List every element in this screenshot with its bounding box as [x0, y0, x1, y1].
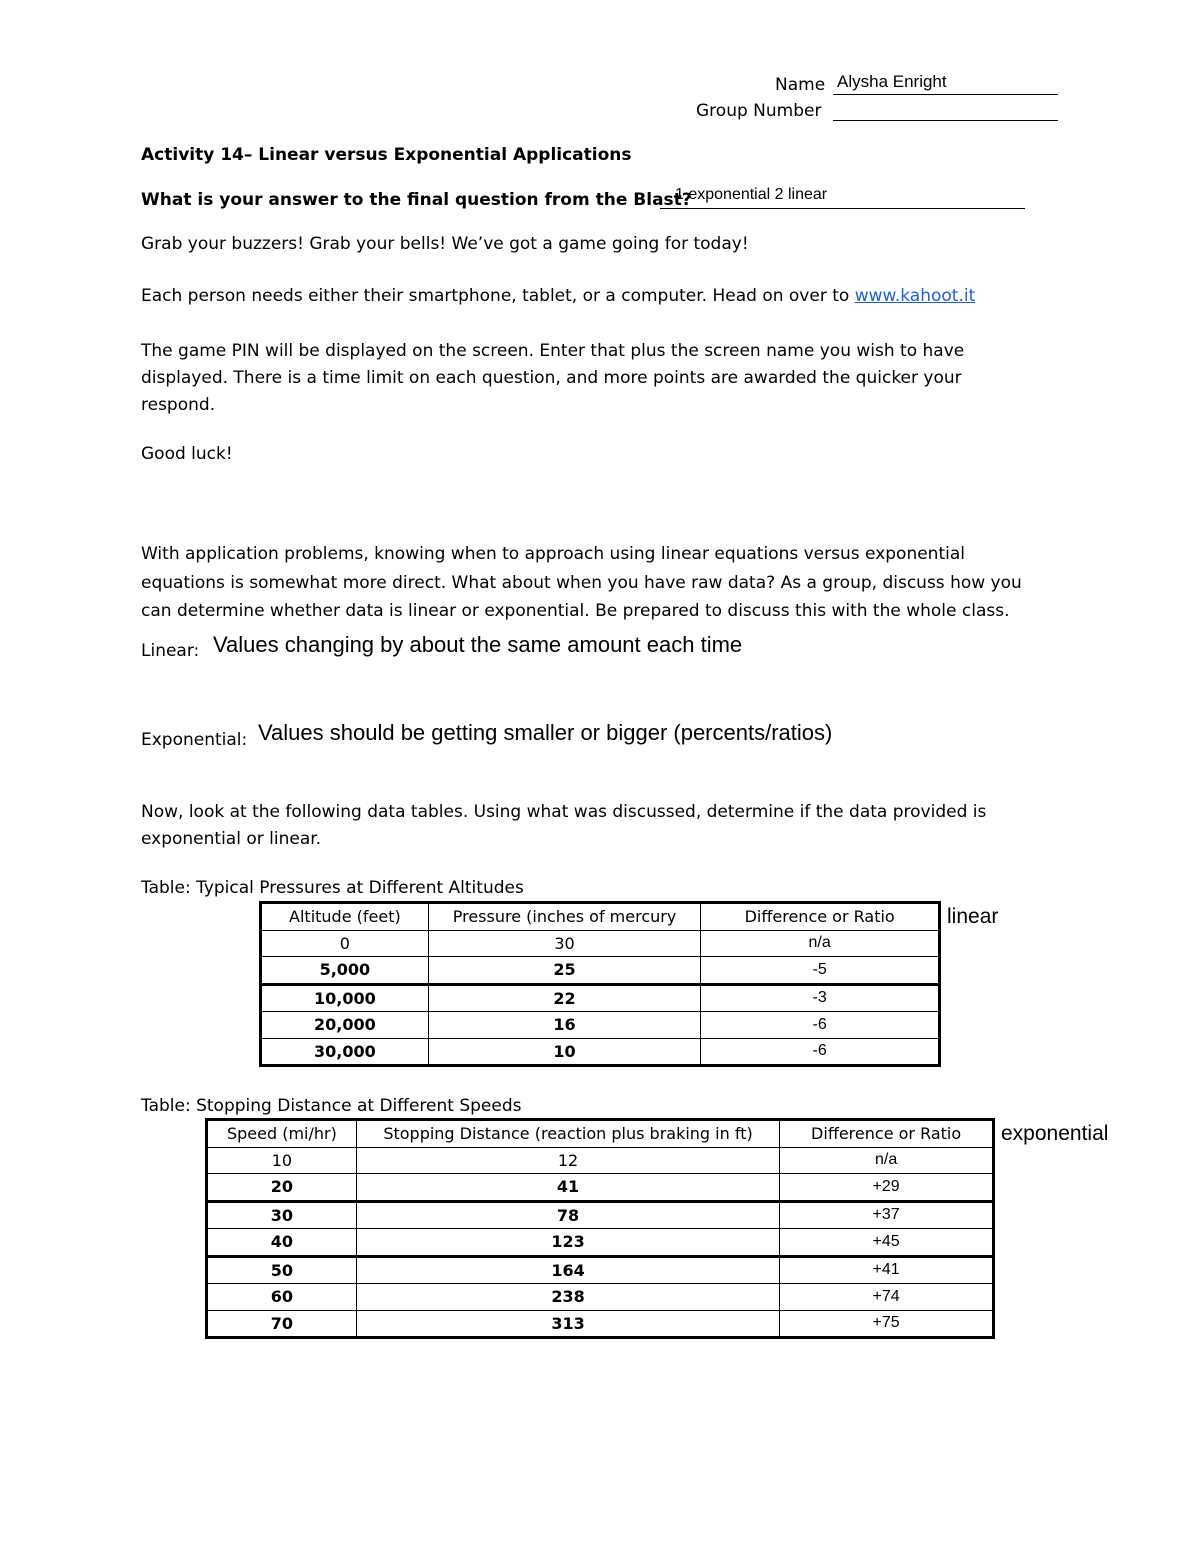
table-header-cell: Altitude (feet): [262, 904, 429, 931]
table-row: [208, 1201, 993, 1229]
stopping-distance-table: [207, 1120, 993, 1337]
table-cell: +74: [780, 1284, 993, 1311]
table-cell: 30: [208, 1201, 357, 1229]
table-cell: -3: [701, 984, 939, 1012]
group-number-field[interactable]: [833, 98, 1058, 121]
table-row: [208, 1229, 993, 1257]
table-row: [208, 1256, 993, 1284]
table-cell: +75: [780, 1310, 993, 1337]
discussion-line-3: can determine whether data is linear or exponential. Be prepared to discuss this with the whole class.: [141, 601, 1010, 621]
table-header-row: [208, 1121, 993, 1148]
table-row: [262, 957, 939, 985]
exponential-label: Exponential:: [141, 730, 248, 750]
table-cell: 50: [208, 1256, 357, 1284]
table-cell: -6: [701, 1012, 939, 1039]
table1-answer: linear: [947, 905, 999, 928]
table-cell: +45: [780, 1229, 993, 1257]
table-cell: 16: [428, 1012, 701, 1039]
table-cell: 164: [356, 1256, 779, 1284]
linear-answer: Values changing by about the same amount each time: [213, 632, 743, 657]
table-row: [208, 1284, 993, 1311]
instructions-line-2: exponential or linear.: [141, 829, 322, 849]
table-header-cell: Stopping Distance (reaction plus braking in ft): [356, 1121, 779, 1148]
table-cell: 41: [356, 1174, 779, 1202]
table-cell: 0: [262, 930, 429, 957]
table2-caption: Table: Stopping Distance at Different Speeds: [141, 1096, 522, 1116]
table-header-cell: Speed (mi/hr): [208, 1121, 357, 1148]
table-header-row: [262, 904, 939, 931]
table-header-cell: Difference or Ratio: [780, 1121, 993, 1148]
name-field[interactable]: [833, 72, 1058, 95]
table-cell: 123: [356, 1229, 779, 1257]
table-cell: +37: [780, 1201, 993, 1229]
table-cell: 30: [428, 930, 701, 957]
table-cell: 238: [356, 1284, 779, 1311]
exponential-answer: Values should be getting smaller or bigger (percents/ratios): [258, 720, 833, 745]
table1-caption: Table: Typical Pressures at Different Altitudes: [141, 878, 524, 898]
table-header-cell: Difference or Ratio: [701, 904, 939, 931]
blast-question: What is your answer to the final question from the Blast?: [141, 190, 692, 210]
linear-label: Linear:: [141, 641, 200, 661]
blast-answer-field[interactable]: [660, 186, 1025, 209]
table-cell: 20: [208, 1174, 357, 1202]
table-cell: 25: [428, 957, 701, 985]
table-cell: +29: [780, 1174, 993, 1202]
discussion-line-2: equations is somewhat more direct. What about when you have raw data? As a group, discuss how you: [141, 572, 1022, 593]
intro-paragraph-3-line-3: respond.: [141, 395, 216, 415]
group-number-label: Group Number: [696, 101, 822, 121]
kahoot-link[interactable]: www.kahoot.it: [854, 286, 976, 306]
blast-answer: 1 exponential 2 linear: [675, 186, 828, 203]
name-label: Name: [775, 75, 826, 95]
intro-paragraph-1: Grab your buzzers! Grab your bells! We’ve got a game going for today!: [141, 234, 749, 254]
name-value: Alysha Enright: [837, 72, 947, 91]
intro-paragraph-3: [141, 338, 964, 419]
table-header-cell: Pressure (inches of mercury: [428, 904, 701, 931]
table-cell: 70: [208, 1310, 357, 1337]
table-cell: 5,000: [262, 957, 429, 985]
intro-paragraph-2-text: Each person needs either their smartphone, tablet, or a computer. Head on over to: [141, 286, 855, 306]
table-row: [208, 1310, 993, 1337]
table-cell: 40: [208, 1229, 357, 1257]
intro-paragraph-3-line-1: The game PIN will be displayed on the screen. Enter that plus the screen name you wish to have: [141, 341, 965, 361]
table-cell: n/a: [780, 1147, 993, 1174]
good-luck-text: Good luck!: [141, 444, 233, 464]
table-cell: 60: [208, 1284, 357, 1311]
table-cell: 12: [356, 1147, 779, 1174]
table-cell: 313: [356, 1310, 779, 1337]
page-title: Activity 14– Linear versus Exponential Applications: [141, 145, 632, 165]
table-row: [262, 930, 939, 957]
altitude-pressure-table: [261, 903, 939, 1065]
discussion-paragraph: [141, 540, 1022, 626]
table-cell: n/a: [701, 930, 939, 957]
instructions-line-1: Now, look at the following data tables. Using what was discussed, determine if the data provided is: [141, 802, 987, 822]
discussion-line-1: With application problems, knowing when to approach using linear equations versus exponential: [141, 544, 965, 564]
table-cell: -5: [701, 957, 939, 985]
table-cell: 20,000: [262, 1012, 429, 1039]
table-cell: 10,000: [262, 984, 429, 1012]
table-row: [262, 1038, 939, 1065]
intro-paragraph-3-line-2: displayed. There is a time limit on each question, and more points are awarded the quicker your: [141, 368, 962, 388]
table-cell: 22: [428, 984, 701, 1012]
table-cell: 10: [208, 1147, 357, 1174]
table-cell: 30,000: [262, 1038, 429, 1065]
table-row: [208, 1147, 993, 1174]
table-row: [262, 1012, 939, 1039]
table-cell: 10: [428, 1038, 701, 1065]
intro-paragraph-2: [141, 286, 975, 306]
table2-answer: exponential: [1001, 1122, 1109, 1145]
table-cell: 78: [356, 1201, 779, 1229]
instructions: [141, 799, 986, 853]
table-cell: +41: [780, 1256, 993, 1284]
table-cell: -6: [701, 1038, 939, 1065]
table-row: [208, 1174, 993, 1202]
table-row: [262, 984, 939, 1012]
